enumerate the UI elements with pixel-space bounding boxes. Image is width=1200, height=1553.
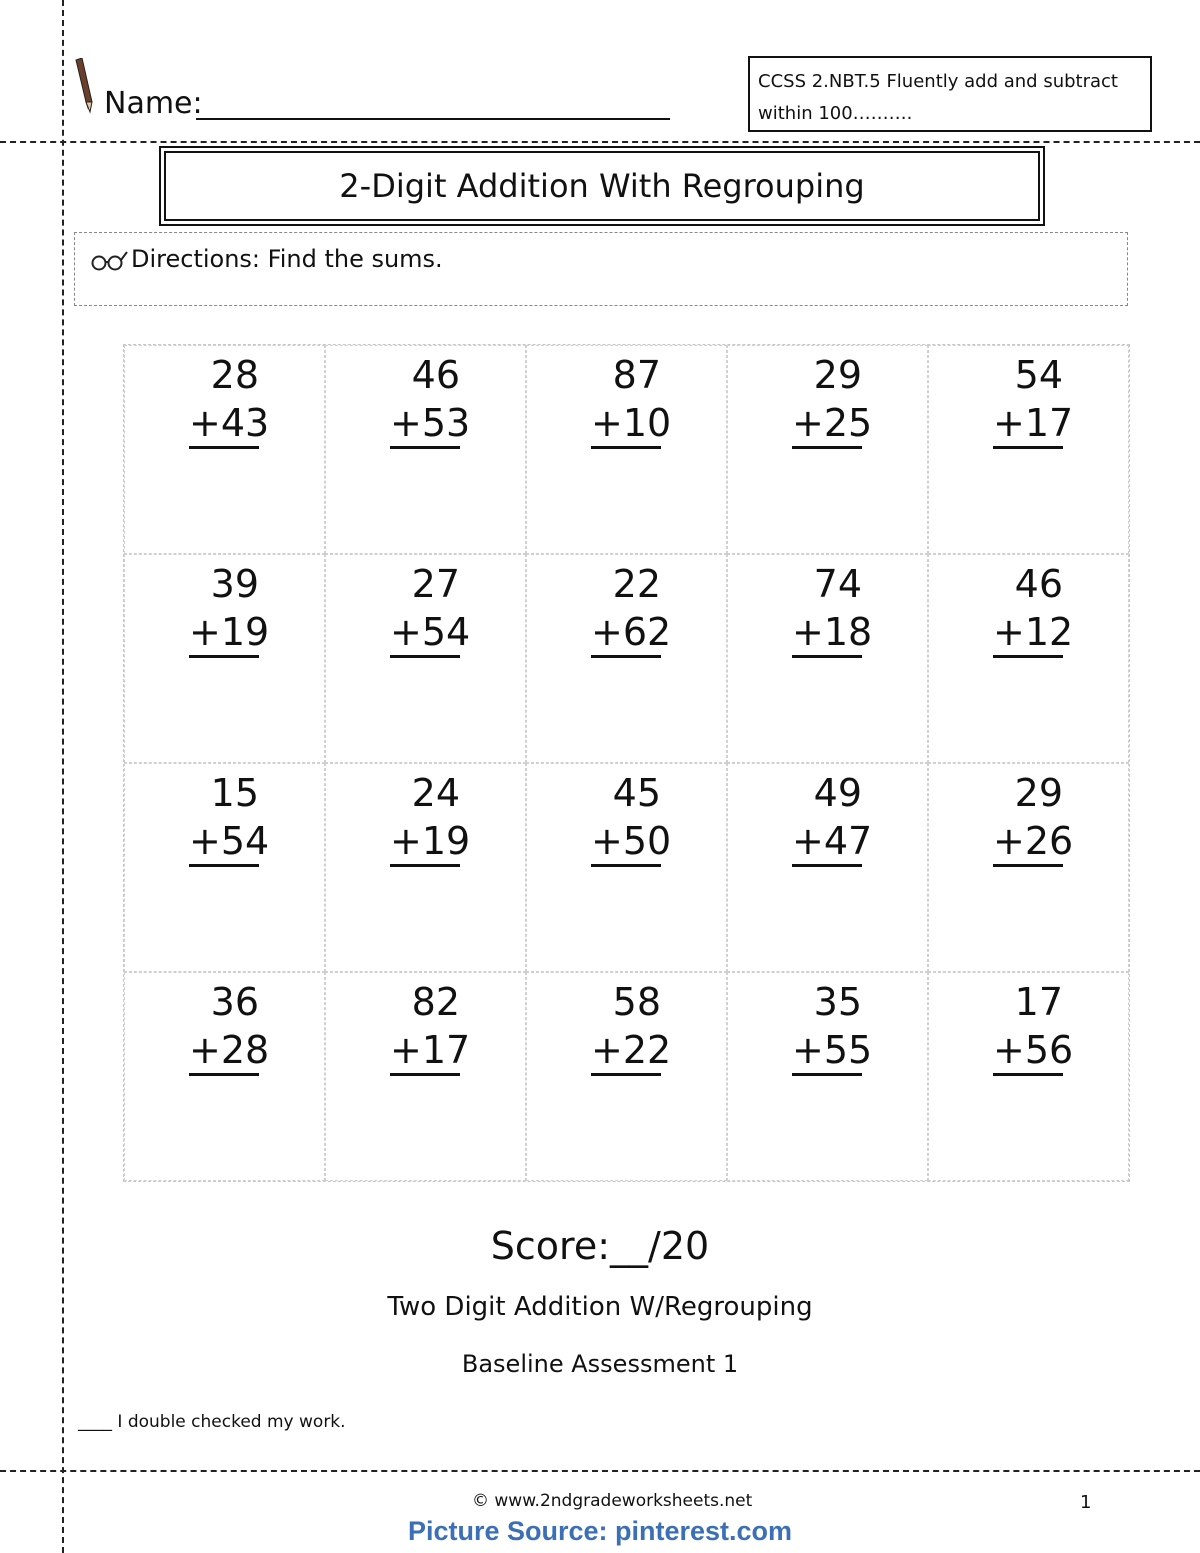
problem-cell[interactable]	[526, 345, 727, 554]
problem-cell[interactable]	[727, 345, 928, 554]
addition-problem	[993, 350, 1074, 449]
addend-top: 46	[1014, 562, 1063, 606]
addend-bottom: +55	[792, 1027, 862, 1076]
addend-top: 15	[210, 771, 259, 815]
addition-problem	[591, 768, 672, 867]
problem-cell[interactable]	[526, 554, 727, 763]
problem-cell[interactable]	[928, 763, 1129, 972]
addend-bottom: +62	[591, 609, 661, 658]
addition-problem	[792, 559, 873, 658]
addend-top: 29	[813, 353, 862, 397]
addend-bottom: +22	[591, 1027, 661, 1076]
addend-top: 36	[210, 980, 259, 1024]
directions-box	[74, 232, 1128, 306]
problem-cell[interactable]	[124, 554, 325, 763]
page-number: 1	[1080, 1492, 1092, 1513]
addend-top: 39	[210, 562, 259, 606]
standard-text: CCSS 2.NBT.5 Fluently add and subtract	[758, 71, 1118, 92]
name-line[interactable]	[196, 118, 670, 120]
problem-cell[interactable]	[727, 763, 928, 972]
addition-problem	[390, 559, 471, 658]
addend-top: 46	[411, 353, 460, 397]
addition-problem	[993, 977, 1074, 1076]
addend-top: 28	[210, 353, 259, 397]
problem-cell[interactable]	[526, 972, 727, 1181]
addend-top: 87	[612, 353, 661, 397]
glasses-icon	[89, 249, 129, 271]
double-check-line: ____ I double checked my work.	[78, 1412, 346, 1432]
addend-bottom: +28	[189, 1027, 259, 1076]
addend-bottom: +12	[993, 609, 1063, 658]
problem-cell[interactable]	[325, 345, 526, 554]
picture-source[interactable]: Picture Source: pinterest.com	[407, 1516, 793, 1546]
standard-text-line2: within 100……….	[758, 103, 913, 124]
addend-bottom: +43	[189, 400, 259, 449]
addition-problem	[993, 559, 1074, 658]
addition-problem	[993, 768, 1074, 867]
addition-problem	[591, 559, 672, 658]
addend-top: 27	[411, 562, 460, 606]
page-title: 2-Digit Addition With Regrouping	[164, 151, 1040, 221]
problem-cell[interactable]	[325, 972, 526, 1181]
problem-cell[interactable]	[727, 972, 928, 1181]
addend-top: 24	[411, 771, 460, 815]
problem-cell[interactable]	[124, 345, 325, 554]
problem-grid	[123, 344, 1130, 1182]
addend-bottom: +19	[390, 818, 460, 867]
addend-bottom: +10	[591, 400, 661, 449]
addition-problem	[189, 350, 270, 449]
addition-problem	[792, 350, 873, 449]
addend-top: 49	[813, 771, 862, 815]
addition-problem	[591, 350, 672, 449]
addend-top: 29	[1014, 771, 1063, 815]
addition-problem	[189, 977, 270, 1076]
problem-cell[interactable]	[124, 763, 325, 972]
addend-bottom: +17	[390, 1027, 460, 1076]
copyright-text: © www.2ndgradeworksheets.net	[472, 1491, 753, 1511]
addend-bottom: +56	[993, 1027, 1063, 1076]
addend-top: 74	[813, 562, 862, 606]
addend-top: 45	[612, 771, 661, 815]
problem-cell[interactable]	[325, 554, 526, 763]
name-label: Name:	[104, 86, 203, 121]
score-line: Score:__/20	[490, 1224, 710, 1268]
problem-cell[interactable]	[727, 554, 928, 763]
addend-bottom: +26	[993, 818, 1063, 867]
title-box	[159, 146, 1045, 226]
problem-cell[interactable]	[325, 763, 526, 972]
problem-cell[interactable]	[928, 554, 1129, 763]
directions-text: Directions: Find the sums.	[131, 245, 443, 273]
addition-problem	[390, 768, 471, 867]
addend-bottom: +50	[591, 818, 661, 867]
addition-problem	[792, 977, 873, 1076]
standard-box	[748, 56, 1152, 132]
problem-cell[interactable]	[526, 763, 727, 972]
addend-top: 58	[612, 980, 661, 1024]
worksheet-subtitle: Two Digit Addition W/Regrouping	[387, 1292, 813, 1322]
addend-bottom: +54	[390, 609, 460, 658]
problem-cell[interactable]	[124, 972, 325, 1181]
cut-line-top	[0, 141, 1200, 143]
addend-top: 17	[1014, 980, 1063, 1024]
addition-problem	[792, 768, 873, 867]
addend-top: 82	[411, 980, 460, 1024]
addition-problem	[189, 768, 270, 867]
addend-bottom: +25	[792, 400, 862, 449]
pencil-icon	[72, 58, 96, 116]
addition-problem	[390, 350, 471, 449]
assessment-label: Baseline Assessment 1	[461, 1350, 739, 1378]
addend-bottom: +17	[993, 400, 1063, 449]
addition-problem	[591, 977, 672, 1076]
addend-bottom: +18	[792, 609, 862, 658]
addition-problem	[189, 559, 270, 658]
addend-top: 54	[1014, 353, 1063, 397]
addend-bottom: +54	[189, 818, 259, 867]
addend-bottom: +53	[390, 400, 460, 449]
addend-top: 22	[612, 562, 661, 606]
addition-problem	[390, 977, 471, 1076]
problem-cell[interactable]	[928, 345, 1129, 554]
addend-bottom: +19	[189, 609, 259, 658]
cut-line-bottom	[0, 1470, 1200, 1472]
problem-cell[interactable]	[928, 972, 1129, 1181]
addend-top: 35	[813, 980, 862, 1024]
addend-bottom: +47	[792, 818, 862, 867]
